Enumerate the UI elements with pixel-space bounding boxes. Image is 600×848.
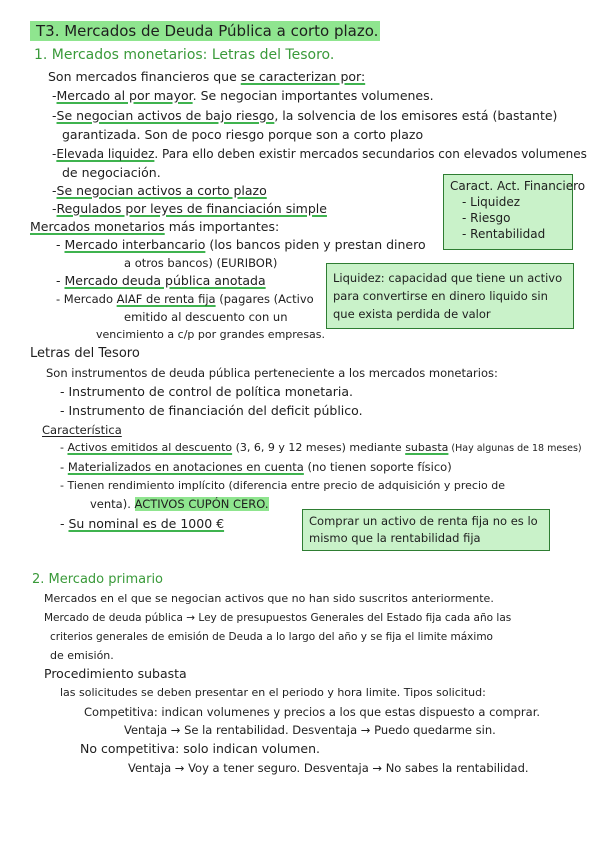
procedimiento-subasta: Procedimiento subasta	[44, 666, 187, 681]
s2-para-2-cont-2: de emisión.	[50, 649, 114, 662]
mercado-interbancario-cont: a otros bancos) (EURIBOR)	[124, 256, 278, 270]
s1-bullet-2-cont: garantizada. Son de poco riesgo porque son a corto plazo	[62, 127, 424, 142]
letras-heading: Letras del Tesoro	[30, 346, 140, 361]
liquidez-box-line-2: para convertirse en dinero liquido sin	[333, 289, 548, 303]
mercado-aiaf: - Mercado AIAF de renta fija (pagares (Activo	[56, 292, 314, 306]
s1-bullet-4: -Se negocian activos a corto plazo	[52, 183, 267, 198]
competitiva-ventaja: Ventaja → Se la rentabilidad. Desventaja → Puedo quedarme sin.	[124, 723, 496, 737]
section-2-heading: 2. Mercado primario	[32, 572, 164, 587]
mercado-aiaf-cont-2: vencimiento a c/p por grandes empresas.	[96, 328, 326, 341]
caract-box-title: Caract. Act. Financiero	[450, 179, 586, 193]
s2-para-1: Mercados en el que se negocian activos que no han sido suscritos anteriormente.	[44, 592, 494, 605]
mercados-monetarios-line: Mercados monetarios más importantes:	[30, 219, 280, 234]
letras-item-1: - Instrumento de control de política monetaria.	[60, 384, 354, 399]
caracteristica-heading: Característica	[42, 423, 122, 437]
liquidez-box-line-1: Liquidez: capacidad que tiene un activo	[333, 271, 563, 285]
letras-item-2: - Instrumento de financiación del deficit público.	[60, 403, 363, 418]
s2-para-2-cont-1: criterios generales de emisión de Deuda a lo largo del año y se fija el limite máximo	[50, 631, 493, 643]
mercado-deuda-publica: - Mercado deuda pública anotada	[56, 273, 266, 288]
caract-item-2: - Materializados en anotaciones en cuenta (no tienen soporte físico)	[60, 460, 452, 474]
liquidez-box-line-3: que exista perdida de valor	[333, 307, 491, 321]
competitiva-line: Competitiva: indican volumenes y precios a los que estas dispuesto a comprar.	[84, 705, 541, 719]
solicitudes-line: las solicitudes se deben presentar en el periodo y hora limite. Tipos solicitud:	[60, 686, 486, 699]
caract-box-riesgo: - Riesgo	[462, 211, 511, 225]
no-competitiva-ventaja: Ventaja → Voy a tener seguro. Desventaja → No sabes la rentabilidad.	[128, 761, 529, 775]
s1-bullet-5: -Regulados por leyes de financiación simple	[52, 201, 327, 216]
s1-bullet-3-cont: de negociación.	[62, 165, 161, 180]
comparar-box	[302, 509, 550, 551]
comparar-box-line-1: Comprar un activo de renta fija no es lo	[309, 514, 538, 528]
caract-item-3: - Tienen rendimiento implícito (diferencia entre precio de adquisición y precio de	[60, 479, 505, 492]
caract-item-4: - Su nominal es de 1000 €	[60, 516, 225, 531]
caract-box-liquidez: - Liquidez	[462, 195, 521, 209]
s1-bullet-1: -Mercado al por mayor. Se negocian importantes volumenes.	[52, 88, 434, 103]
s1-intro: Son mercados financieros que se caracterizan por:	[48, 69, 366, 84]
mercado-aiaf-cont-1: emitido al descuento con un	[124, 310, 288, 324]
caract-item-3-cont: venta). ACTIVOS CUPÓN CERO.	[90, 497, 269, 511]
caract-box-rentabilidad: - Rentabilidad	[462, 227, 546, 241]
caract-item-1: - Activos emitidos al descuento (3, 6, 9 y 12 meses) mediante subasta (Hay algunas de 18 meses)	[60, 441, 582, 454]
caract-act-financiero-box	[443, 174, 586, 250]
liquidez-box	[326, 263, 574, 329]
comparar-box-line-2: mismo que la rentabilidad fija	[309, 531, 481, 545]
s2-para-2: Mercado de deuda pública → Ley de presupuestos Generales del Estado fija cada año las	[44, 612, 512, 624]
mercado-interbancario: - Mercado interbancario (los bancos piden y prestan dinero	[56, 237, 426, 252]
section-1-heading: 1. Mercados monetarios: Letras del Tesoro.	[34, 47, 335, 63]
page-title: T3. Mercados de Deuda Pública a corto plazo.	[36, 22, 379, 40]
s1-bullet-2: -Se negocian activos de bajo riesgo, la solvencia de los emisores está (bastante)	[52, 108, 558, 123]
letras-intro: Son instrumentos de deuda pública perteneciente a los mercados monetarios:	[46, 366, 498, 380]
s1-bullet-3: -Elevada liquidez. Para ello deben existir mercados secundarios con elevados volumenes	[52, 147, 587, 161]
no-competitiva-line: No competitiva: solo indican volumen.	[80, 741, 320, 756]
